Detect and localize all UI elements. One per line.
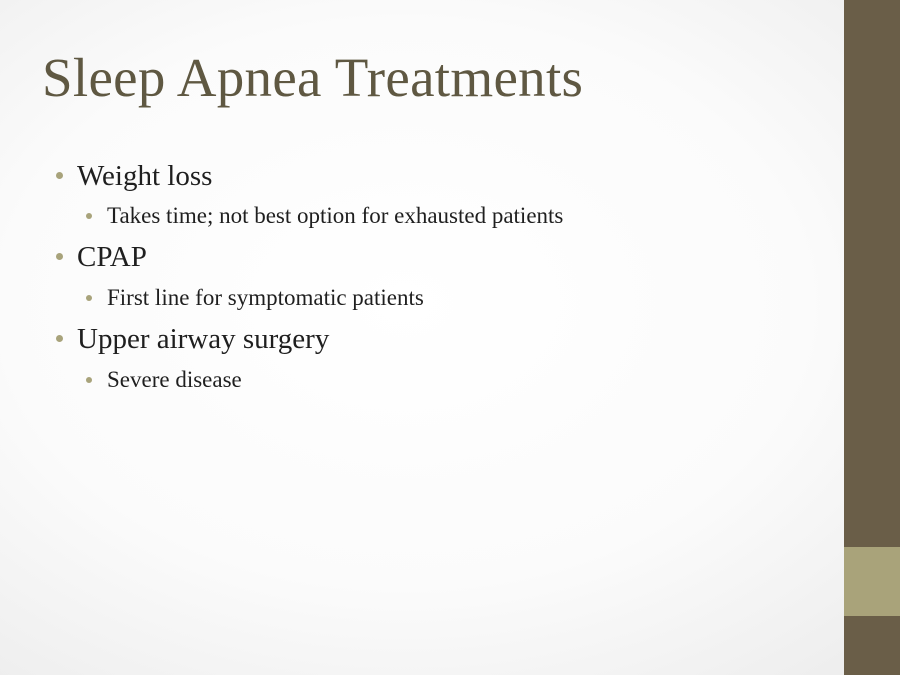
bullet-item (56, 323, 329, 356)
bullet-text: CPAP (77, 241, 147, 273)
sub-bullet-text: Severe disease (107, 367, 242, 392)
bullet-text: Upper airway surgery (77, 323, 330, 355)
sub-bullet-item (86, 285, 424, 311)
bullet-item (56, 241, 147, 274)
bullet-dot-icon (86, 377, 92, 383)
bullet-dot-icon (56, 335, 63, 342)
bullet-text: Weight loss (77, 160, 213, 192)
sub-bullet-item (86, 203, 563, 229)
bullet-dot-icon (86, 295, 92, 301)
bullet-dot-icon (86, 213, 92, 219)
bullet-item (56, 160, 212, 193)
sub-bullet-item (86, 367, 242, 393)
sub-bullet-text: First line for symptomatic patients (107, 285, 424, 310)
bullet-dot-icon (56, 172, 63, 179)
sub-bullet-text: Takes time; not best option for exhausted patients (107, 203, 564, 228)
slide-title: Sleep Apnea Treatments (42, 47, 584, 108)
bullet-dot-icon (56, 253, 63, 260)
decorative-sidebar-accent (844, 547, 900, 616)
